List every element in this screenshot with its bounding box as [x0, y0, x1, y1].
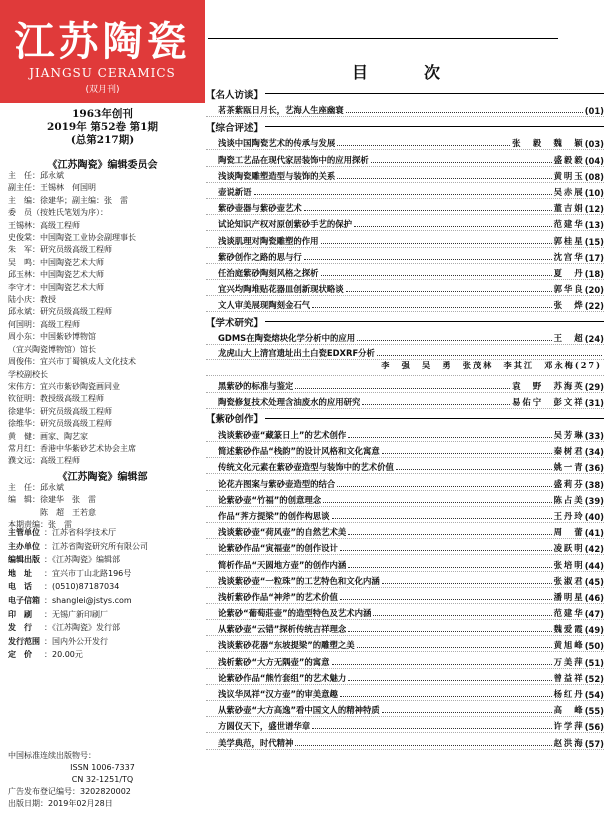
entry-author: 姚一青: [553, 462, 585, 473]
toc-entry[interactable]: [206, 620, 604, 636]
entry-page: (22): [584, 301, 604, 312]
entry-title[interactable]: 浅谈陶瓷雕塑造型与装饰的关系: [218, 170, 336, 181]
entry-author: 王 超: [553, 333, 585, 344]
entry-title[interactable]: 简述紫砂作品“栈韵”的设计风格和文化寓意: [218, 446, 380, 457]
entry-title[interactable]: 文人审美展现陶刻金石气: [218, 300, 311, 311]
entry-page: (44): [584, 560, 604, 571]
issn: ISSN 1006-7337: [70, 763, 135, 772]
entry-page: (12): [584, 204, 604, 215]
committee-line: 周小东：中国紫砂博物馆: [8, 332, 96, 342]
committee-title: 《江苏陶瓷》编辑委员会: [47, 160, 158, 171]
toc-column: [200, 0, 612, 825]
publisher-value: ：江苏省陶瓷研究所有限公司: [44, 541, 148, 551]
dot-leader: [373, 615, 551, 616]
journal-logo-en: JIANGSU CERAMICS: [29, 66, 176, 80]
toc-entry[interactable]: [206, 507, 604, 523]
dot-leader: [354, 226, 552, 227]
entry-page-2: (27): [574, 360, 602, 371]
toc-entry[interactable]: [206, 442, 604, 458]
toc-entry[interactable]: [206, 685, 604, 701]
entry-author: 张 烨: [553, 300, 585, 311]
entry-author: 张淑君: [553, 575, 585, 586]
entry-page: (46): [584, 592, 604, 603]
toc-title: 目 次: [351, 63, 460, 82]
dot-leader: [348, 680, 551, 681]
dot-leader: [382, 583, 552, 584]
committee-line: 副主任：王锡林 何国明: [8, 183, 96, 193]
committee-line: 濮文远：高级工程师: [8, 456, 80, 466]
committee-line: （宜兴陶瓷博物馆）馆长: [8, 344, 96, 354]
toc-entry[interactable]: [206, 296, 604, 312]
entry-author: 易佑宁 彭文祥: [512, 396, 585, 407]
committee-line: 宋伟方：宜兴市紫砂陶瓷画同业: [8, 381, 120, 391]
toc-entry[interactable]: [206, 717, 604, 733]
toc-entry[interactable]: [206, 264, 604, 280]
entry-title[interactable]: 紫砂壶器与紫砂壶艺术: [218, 203, 302, 214]
toc-entry[interactable]: [206, 701, 604, 717]
toc-entry[interactable]: [206, 733, 604, 749]
toc-entry[interactable]: [206, 101, 604, 117]
toc-entry[interactable]: [206, 150, 604, 166]
entry-author: 夏 丹: [553, 267, 585, 278]
committee-line: 李守才：中国陶瓷艺术大师: [8, 282, 104, 292]
toc-entry[interactable]: [206, 167, 604, 183]
entry-page: (08): [584, 171, 604, 182]
entry-author: 王丹玲: [553, 510, 585, 521]
toc-entry[interactable]: [206, 199, 604, 215]
toc-section-heading: [206, 411, 604, 426]
entry-author: 袁 野 苏海英: [512, 380, 585, 391]
entry-page: (34): [584, 447, 604, 458]
entry-title[interactable]: 美学典范，时代精神: [218, 737, 294, 748]
dot-leader: [357, 340, 551, 341]
dot-leader: [346, 291, 552, 292]
publisher-label: 主办单位: [8, 541, 40, 551]
dot-leader: [321, 275, 552, 276]
entry-page: (57): [584, 738, 604, 749]
dot-leader: [254, 194, 552, 195]
publisher-label: 电 话: [8, 582, 32, 592]
entry-title[interactable]: 论花卉图案与紫砂壶造型的结合: [218, 478, 336, 489]
toc-entry[interactable]: [206, 393, 604, 409]
publisher-label: 发行范围: [8, 636, 40, 646]
committee-line: 学校副校长: [8, 369, 48, 379]
entry-title[interactable]: 陶瓷修复技术处理含油废水的应用研究: [218, 396, 361, 407]
entry-title[interactable]: 浅谈中国陶瓷艺术的传承与发展: [218, 138, 336, 149]
dot-leader: [304, 210, 552, 211]
dot-leader: [337, 178, 551, 179]
section-name: 【学术研究】: [206, 317, 264, 329]
entry-author: 高 峰: [553, 705, 585, 716]
entry-page: (45): [584, 576, 604, 587]
publisher-row: [8, 580, 203, 594]
publisher-row: [8, 553, 203, 567]
entry-author: 周 蕾: [553, 527, 585, 538]
pub-date: 出版日期：2019年02月28日: [8, 799, 113, 808]
publisher-label: 发 行: [8, 623, 32, 633]
dept-line: 主 任：邱永斌: [8, 483, 64, 492]
toc-entry[interactable]: [206, 134, 604, 150]
toc-entry[interactable]: [206, 491, 604, 507]
entry-author: 吴芳琳: [553, 430, 585, 440]
dot-leader: [295, 388, 510, 389]
committee-line: 常月红：香港中华紫砂艺术协会主席: [8, 443, 136, 453]
entry-page: (17): [584, 252, 604, 263]
publisher-value: ：江苏省科学技术厅: [44, 528, 116, 537]
entry-author: 张 毅 魏 颖: [512, 138, 585, 149]
committee-line: 周俊伟：宜兴市丁蜀镇成人文化技术: [8, 357, 136, 367]
issue-info: [0, 108, 205, 147]
entry-title[interactable]: 任治庭紫砂陶刻风格之探析: [218, 267, 319, 278]
toc-entry[interactable]: [206, 474, 604, 490]
entry-author: 盛毅毅: [553, 154, 585, 165]
entry-page: (13): [584, 220, 604, 231]
toc-entry[interactable]: [206, 345, 604, 360]
entry-title[interactable]: 从紫砂壶“大方高逸”看中国文人的精神特质: [218, 705, 380, 716]
dot-leader: [312, 728, 551, 729]
entry-title[interactable]: 浅谈紫砂壶“一粒珠”的工艺特色和文化内涵: [218, 575, 380, 586]
publisher-row: [8, 608, 203, 622]
entry-page: (42): [584, 544, 604, 555]
entry-page: (33): [584, 431, 604, 441]
committee-line: 王锡林：高级工程师: [8, 220, 80, 230]
entry-author: 吴赤展: [553, 186, 585, 197]
entry-page: (50): [584, 641, 604, 652]
toc-entry[interactable]: [206, 280, 604, 296]
entry-page: (47): [584, 609, 604, 620]
entry-page: (54): [584, 690, 604, 700]
publisher-value: ：20.00元: [44, 650, 83, 660]
publisher-value: ：宜兴市丁山北路196号: [44, 568, 132, 578]
toc-entry[interactable]: [206, 555, 604, 571]
toc-entry[interactable]: [206, 458, 604, 474]
entry-author: 郭桂星: [553, 235, 585, 246]
toc-entry[interactable]: [206, 426, 604, 442]
entry-title[interactable]: 浅谈紫砂花器“东坡提梁”的雕塑之美: [218, 640, 355, 651]
entry-author: 万美萍: [553, 656, 585, 667]
entry-title[interactable]: 从紫砂壶“云错”探析传统吉祥理念: [218, 624, 347, 635]
dot-leader: [340, 550, 552, 551]
dot-leader: [348, 534, 551, 535]
entry-page: (24): [584, 334, 604, 345]
serial-label: 中国标准连续出版物号：: [8, 751, 96, 760]
entry-author: 曾益祥: [553, 672, 585, 683]
entry-page: (39): [584, 495, 604, 506]
toc-section-heading: [206, 86, 604, 101]
entry-page: (36): [584, 463, 604, 474]
publisher-value: ：《江苏陶瓷》编辑部: [44, 555, 120, 565]
entry-title[interactable]: 浅谈紫砂壶“荷风壶”的自然艺术美: [218, 527, 347, 538]
dot-leader: [371, 162, 552, 163]
toc-entry[interactable]: [206, 183, 604, 199]
committee-line: 朱 军：研究员级高级工程师: [8, 245, 112, 255]
journal-logo: 江苏陶瓷: [14, 18, 191, 65]
dot-leader: [382, 712, 552, 713]
toc-entry[interactable]: [206, 231, 604, 247]
dept-title: 《江苏陶瓷》编辑部: [57, 472, 148, 483]
publisher-row: [8, 648, 203, 662]
dot-leader: [304, 259, 552, 260]
dept-list: [8, 482, 203, 532]
publisher-value: ：(0510)87187034: [44, 582, 120, 592]
publisher-label: 主管单位: [8, 528, 40, 537]
publisher-label: 编辑出版: [8, 555, 40, 565]
toc-section-heading: [206, 119, 604, 134]
section-name: 【名人访谈】: [206, 89, 264, 101]
entry-author: 秦树君: [553, 446, 585, 457]
dot-leader: [348, 437, 551, 438]
entry-author: 董吉娟: [553, 203, 585, 214]
entry-author: 张培明: [553, 559, 585, 570]
dot-leader: [357, 647, 552, 648]
toc-entry[interactable]: [206, 376, 604, 392]
committee-line: 钦征明：教授级高级工程师: [8, 394, 104, 404]
entry-page: (40): [584, 511, 604, 522]
publisher-row: [8, 526, 203, 540]
entry-title[interactable]: 浅谈紫砂壶“藏篆日上”的艺术创作: [218, 430, 347, 440]
committee-line: 吴 鸣：中国陶瓷艺术大师: [8, 257, 104, 267]
toc-list: [206, 84, 604, 750]
entry-page: (10): [584, 187, 604, 198]
dot-leader: [346, 112, 583, 113]
entry-page: (15): [584, 236, 604, 247]
entry-title[interactable]: 龙虎山大上清宫遗址出土白瓷EDXRF分析: [218, 348, 375, 359]
publisher-info: [8, 526, 203, 662]
entry-title[interactable]: 宜兴均陶堆贴花器皿创新现状略谈: [218, 284, 344, 295]
entry-author: 范建华: [553, 608, 585, 619]
dot-leader: [321, 243, 552, 244]
dept-line: 编 辑：徐建华 张 雷: [8, 495, 96, 505]
entry-page: (18): [584, 268, 604, 279]
publisher-value: ：shanglei@jstys.com: [44, 595, 132, 605]
committee-line: 邱永斌：研究员级高级工程师: [8, 307, 112, 317]
dot-leader: [323, 502, 551, 503]
publisher-row: [8, 635, 203, 649]
masthead-column: [0, 0, 205, 825]
publisher-value: ：国内外公开发行: [44, 636, 108, 646]
publisher-row: [8, 594, 203, 608]
section-name: 【综合评述】: [206, 122, 264, 134]
entry-author: 赵洪海: [553, 737, 585, 748]
publisher-label: 电子信箱: [8, 595, 40, 605]
entry-authors-2: 李 强 吴 勇 张茂林 李其江 邓永梅: [381, 360, 575, 371]
toc-entry[interactable]: [206, 572, 604, 588]
entry-title[interactable]: 作品“荠方提梁”的创作构思谈: [218, 510, 330, 521]
entry-author: 许学萍: [553, 721, 585, 732]
toc-entry[interactable]: [206, 588, 604, 604]
entry-author: 沈宫华: [553, 251, 585, 262]
dot-leader: [312, 307, 551, 308]
entry-author: 潘明星: [553, 591, 585, 602]
total-issue: (总第217期): [70, 134, 135, 146]
committee-line: 主 编：徐建华；副主编：张 雷: [8, 195, 128, 205]
entry-page: (01): [584, 106, 604, 117]
toc-entry[interactable]: [206, 248, 604, 264]
toc-entry[interactable]: [206, 539, 604, 555]
section-rule: [265, 321, 604, 322]
committee-line: 陆小庆：教授: [8, 295, 56, 305]
entry-title[interactable]: 浅议华凤祥“汉方壶”的审美意趣: [218, 689, 338, 699]
dept-line: 陈 超 王若意: [8, 507, 96, 517]
entry-page: (04): [584, 155, 604, 166]
entry-page: (51): [584, 657, 604, 668]
entry-page: (38): [584, 479, 604, 490]
frequency-label: (双月刊): [85, 85, 120, 95]
entry-page: (41): [584, 528, 604, 539]
entry-author: 范建华: [553, 219, 585, 230]
entry-title[interactable]: 茗茶紫瓯日月长，艺海人生座幽寰: [218, 105, 344, 116]
dot-leader: [337, 145, 510, 146]
dot-leader: [332, 518, 552, 519]
dot-leader: [362, 404, 510, 405]
section-rule: [265, 418, 604, 419]
dept-line: 本期责编：张 雷: [8, 520, 72, 530]
entry-title[interactable]: 论紫砂作品“寅福壶”的创作设计: [218, 543, 338, 554]
founded-year: 1963年创刊: [72, 108, 133, 120]
entry-author: 凌跃明: [553, 543, 585, 554]
dot-leader: [382, 453, 552, 454]
top-rule: [208, 38, 558, 39]
dot-leader: [295, 745, 551, 746]
serial-info: [0, 750, 205, 810]
entry-title[interactable]: 浅析紫砂“大方无隅壶”的寓意: [218, 656, 330, 667]
section-name: 【紫砂创作】: [206, 414, 264, 426]
toc-entry[interactable]: [206, 604, 604, 620]
publisher-label: 定 价: [8, 650, 32, 660]
entry-title[interactable]: 黑紫砂的标准与鉴定: [218, 380, 294, 391]
entry-title[interactable]: 论紫砂壶“竹福”的创意理念: [218, 494, 322, 505]
dot-leader: [348, 631, 551, 632]
committee-line: 徐维华：研究员级高级工程师: [8, 419, 112, 429]
entry-title[interactable]: 浅谈肌理对陶瓷雕塑的作用: [218, 235, 319, 246]
volume-issue: 2019年 第52卷 第1期: [47, 121, 158, 133]
entry-title[interactable]: 浅析紫砂作品“神斧”的艺术价值: [218, 591, 338, 602]
publisher-label: 地 址: [8, 568, 32, 578]
entry-author: 陈占美: [553, 494, 585, 505]
committee-line: 主 任：邱永斌: [8, 171, 64, 180]
committee-line: 委 员（按姓氏笔划为序）：: [8, 208, 108, 218]
entry-title[interactable]: 试论知识产权对原创紫砂手艺的保护: [218, 219, 352, 230]
entry-author: 盛莉芬: [553, 478, 585, 489]
toc-entry[interactable]: [206, 669, 604, 685]
dot-leader: [332, 664, 552, 665]
publisher-value: ：《江苏陶瓷》发行部: [44, 623, 120, 633]
entry-title[interactable]: 壶说新语: [218, 186, 252, 197]
committee-line: 邱玉林：中国陶瓷艺术大师: [8, 270, 104, 280]
entry-title[interactable]: 陶瓷工艺品在现代家居装饰中的应用探析: [218, 154, 369, 165]
entry-author: 杨红丹: [553, 689, 585, 699]
entry-title[interactable]: 方圆仪天下，盛世谱华章: [218, 721, 311, 732]
dot-leader: [340, 696, 552, 697]
toc-entry[interactable]: [206, 215, 604, 231]
cn-number: CN 32-1251/TQ: [71, 775, 134, 784]
entry-title[interactable]: 论紫砂作品“熊竹套组”的艺术魅力: [218, 672, 347, 683]
toc-entry-authors: [206, 360, 604, 376]
toc-entry[interactable]: [206, 636, 604, 652]
entry-author: 郭华良: [553, 284, 585, 295]
committee-line: 黄 健：画家、陶艺家: [8, 431, 88, 441]
section-rule: [265, 93, 604, 94]
entry-page: (20): [584, 285, 604, 296]
toc-entry[interactable]: [206, 329, 604, 345]
toc-entry[interactable]: [206, 523, 604, 539]
entry-author: 黄旭峰: [553, 640, 585, 651]
entry-title[interactable]: 传统文化元素在紫砂壶造型与装饰中的艺术价值: [218, 462, 394, 473]
entry-author: 黄明玉: [553, 170, 585, 181]
entry-page: (52): [584, 673, 604, 684]
dot-leader: [377, 355, 602, 356]
committee-line: 何国明：高级工程师: [8, 319, 80, 329]
committee-line: 徐建华：研究员级高级工程师: [8, 406, 112, 416]
entry-title[interactable]: GDMS在陶瓷熔块化学分析中的应用: [218, 333, 356, 344]
entry-page: (55): [584, 706, 604, 717]
entry-page: (49): [584, 625, 604, 636]
dot-leader: [340, 599, 552, 600]
dot-leader: [348, 567, 551, 568]
entry-page: (29): [584, 381, 604, 392]
toc-section-heading: [206, 314, 604, 329]
section-rule: [265, 126, 604, 127]
entry-page: (56): [584, 722, 604, 733]
entry-page: (03): [584, 139, 604, 150]
committee-line: 史俊棠：中国陶瓷工业协会副理事长: [8, 233, 136, 243]
entry-title[interactable]: 简析作品“天圆地方壶”的创作内涵: [218, 559, 347, 570]
dot-leader: [337, 486, 551, 487]
publisher-label: 印 刷: [8, 609, 32, 619]
committee-list: [8, 170, 203, 468]
publisher-row: [8, 567, 203, 581]
publisher-value: ：无锡广新印刷厂: [44, 609, 108, 619]
entry-title[interactable]: 紫砂创作之路的思与行: [218, 251, 302, 262]
ad-license: 广告发布登记编号：3202820002: [8, 787, 131, 796]
publisher-row: [8, 540, 203, 554]
dot-leader: [396, 469, 552, 470]
entry-title[interactable]: 论紫砂“葡萄莊壶”的造型特色及艺术内涵: [218, 608, 372, 619]
entry-page: (31): [584, 397, 604, 408]
entry-author: 魏爱霞: [553, 624, 585, 635]
toc-entry[interactable]: [206, 652, 604, 668]
publisher-row: [8, 621, 203, 635]
